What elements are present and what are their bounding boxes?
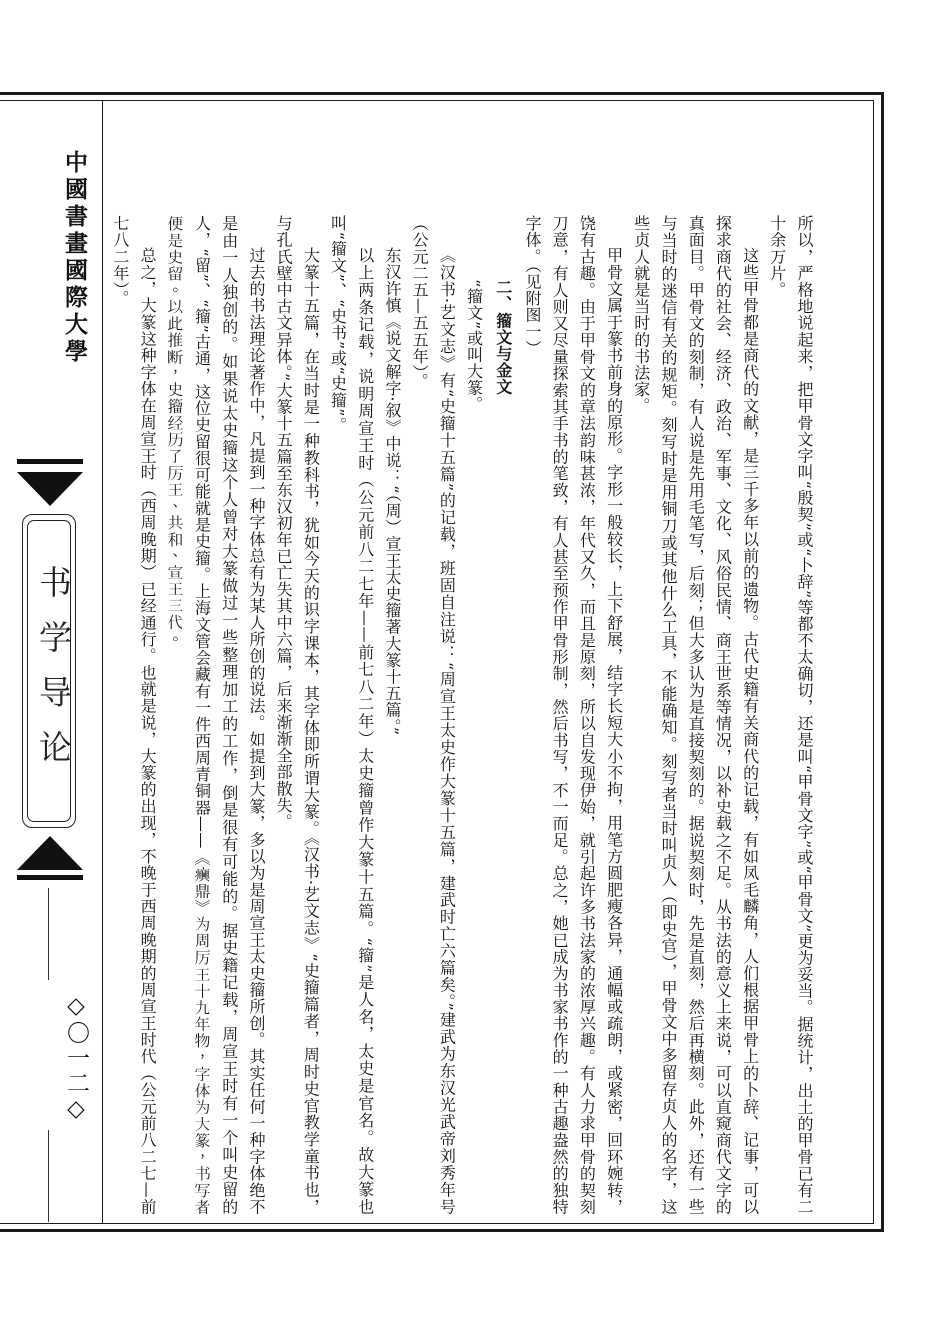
folio-rule-bottom [48,1130,49,1222]
book-title: 书学导论 [34,565,73,785]
publisher-name: 中國書畫國際大學 [61,150,88,366]
margin-divider [102,100,103,1224]
ornament-cap-bottom [17,836,83,870]
paragraph: 东汉许慎《说文解字·叙》中说：“（周）宣王太史籀著大篆十五篇。” [382,247,402,736]
paragraph: 《汉书·艺文志》有“史籀十五篇”的记载，班固自注说：“周宣王太史作大篆十五篇，建武时亡六篇矣。”建武为东汉光武帝刘秀年号（公元二五—五五年）。 [410,215,457,1215]
page-number: ◇〇一二◇ [63,993,89,1124]
paragraph: 过去的书法理论著作中，凡提到一种字体总有为某人所创的说法。如提到大篆，多以为是周宣王太史籀所创。其实任何一种字体绝不是由一人独创的。如果说太史籀这个人曾对大篆做过一些整理加工的工作，倒是很有可能的。据史籍记载，周宣王时有一个叫史留的人，“留”、“籀”古通，这位史留很可能就是史籀。上海文管会藏有一件西周青铜器——《𤼈鼎》为周厉王十九年物，字体为大篆，书写者便是史留。以此推断，史籀经历了厉王、共和、宣王三代。 [165,215,266,1215]
paragraph: 甲骨文属于篆书前身的原形。字形一般较长，上下舒展，结字长短大小不拘，用笔方圆肥瘦各异，通幅或疏朗，或紧密，回环婉转，饶有古趣。由于甲骨文的章法韵味甚浓，年代又久，而且是原刻，所以自发现伊始，就引起许多书法家的浓厚兴趣。有人力求甲骨的契刻刀意，有人则又尽量探索其手书的笔致，有人甚至预作甲骨形制，然后书写，不一而足。总之，她已成为书家书作的一种古趣盎然的独特字体。（见附图一） [522,215,624,1215]
ornament-bar-top [17,459,83,464]
ornament-bar-bottom [17,875,83,880]
body-text [110,215,818,1215]
ornament-cap-top [17,472,83,506]
paragraph: 所以，严格地说起来，把甲骨文字叫“殷契”或“卜辞”等都不太确切，还是叫“甲骨文字”或“甲骨文”更为妥当。据统计，出土的甲骨已有二十余万片。 [767,215,814,1215]
paragraph: “籀文”或叫大篆。 [464,279,484,413]
paragraph: 以上两条记载，说明周宣王时（公元前八二七年——前七八二年）太史籀曾作大篆十五篇。“籀”是人名，太史是官名。故大篆也叫“籀文”、“史书”或“史籀”。 [328,215,375,1215]
paragraph: 总之，大篆这种字体在周宣王时（西周晚期）已经通行。也就是说，大篆的出现，不晚于西周晚期的周宣王时代（公元前八二七—前七八二年）。 [110,215,158,1215]
folio-rule-top [48,888,49,980]
section-heading: 二、籀文与金文 [493,279,513,396]
paragraph: 大篆十五篇，在当时是一种教科书，犹如今天的识字课本，其字体即所谓大篆。《汉书·艺文志》“史籀篇者，周时史官教学童书也，与孔氏壁中古文异体。”大篆十五篇至东汉初年已亡失其中六篇，后来渐渐全部散失。 [274,215,321,1215]
paragraph: 这些甲骨都是商代的文献，是三千多年以前的遗物。古代史籍有关商代的记载，有如凤毛麟角，人们根据甲骨上的卜辞、记事，可以探求商代的社会、经济、政治、军事、文化、风俗民情、商王世系等情况，以补史载之不足。从书法的意义上来说，可以直窥商代文字的真面目。甲骨文的刻制，有人说是先用毛笔写，后刻；但大多认为是直接契刻的。据说契刻时，先是直刻，然后再横刻。此外，还有一些与当时的迷信有关的规矩。刻写时是用铜刀或其他什么工具，不能确知。刻写者当时叫贞人（即史官），甲骨文中多留存贞人的名字，这些贞人就是当时的书法家。 [631,215,760,1215]
